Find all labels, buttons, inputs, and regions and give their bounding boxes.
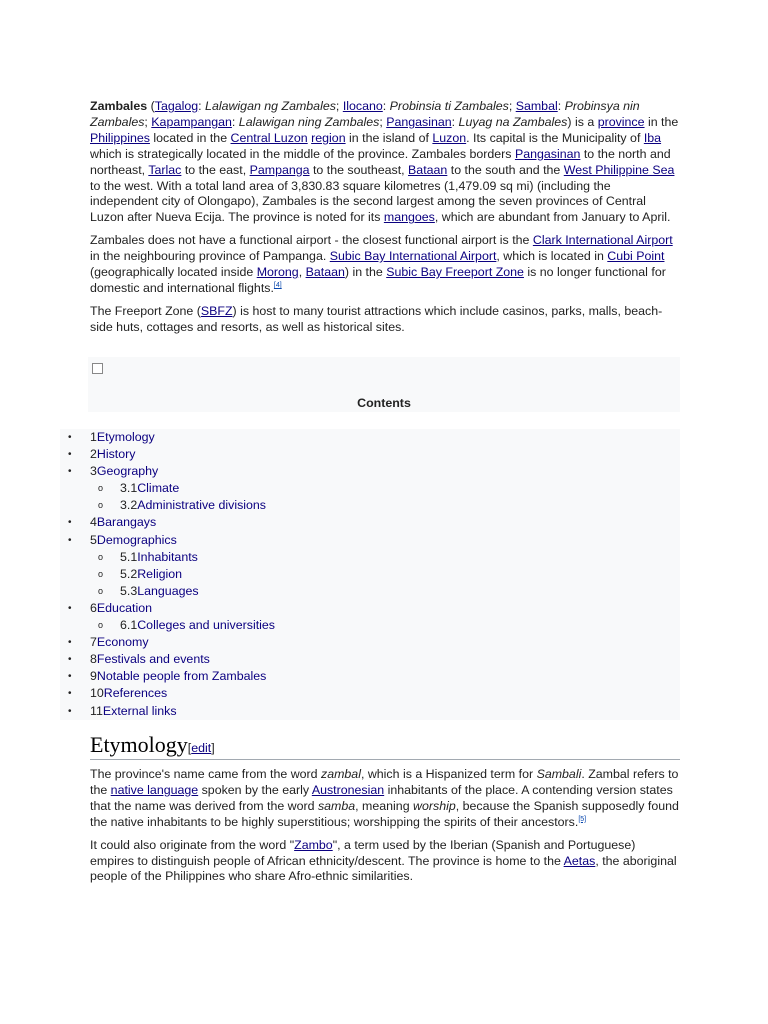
toc-link[interactable] <box>90 685 167 702</box>
toc-link[interactable] <box>120 480 179 497</box>
toc-number: 9 <box>90 669 97 684</box>
text-run: , which is a Hispanized term for <box>360 767 537 781</box>
intro-paragraph-1 <box>90 99 680 226</box>
text-run: The province's name came from the word <box>90 767 321 781</box>
text-run: ; <box>379 114 387 129</box>
toc-label: Economy <box>96 635 149 650</box>
text-run: spoken by the early <box>198 782 312 797</box>
wiki-link[interactable]: West Philippine Sea <box>563 162 675 177</box>
text-run: ; <box>144 114 152 129</box>
italic-text: worship <box>413 798 456 813</box>
text-run: The Freeport Zone ( <box>90 303 201 318</box>
toc-item[interactable] <box>60 668 680 685</box>
toc-label: Notable people from Zambales <box>96 669 267 684</box>
bullet-icon: • <box>68 705 72 717</box>
toc-item[interactable] <box>60 583 680 600</box>
toc-link[interactable] <box>120 617 275 634</box>
text-run: ) in the <box>344 265 387 280</box>
toc-number: 1 <box>90 430 97 444</box>
wiki-link[interactable]: Morong <box>256 265 299 280</box>
toc-link[interactable] <box>90 651 210 668</box>
text-run: ( <box>147 99 155 113</box>
etymology-paragraph-1 <box>90 767 680 831</box>
wiki-link[interactable]: Subic Bay Freeport Zone <box>386 265 524 280</box>
wiki-link[interactable]: province <box>597 114 645 129</box>
toc-item[interactable] <box>60 703 680 720</box>
toc-item[interactable] <box>60 497 680 514</box>
toc-label: Climate <box>137 481 180 496</box>
toc-label: Demographics <box>96 532 177 547</box>
toc-label: Religion <box>137 566 183 581</box>
bullet-icon: • <box>68 602 72 614</box>
text-run: ) is a <box>567 114 598 129</box>
toc-link[interactable] <box>120 566 182 583</box>
toc-label: Languages <box>137 583 199 598</box>
toc-label: Education <box>96 600 153 615</box>
toc-item[interactable] <box>60 514 680 531</box>
text-run: ; <box>508 99 516 113</box>
wiki-link[interactable]: Philippines <box>90 130 150 145</box>
toc-number: 3.1 <box>120 481 138 496</box>
toc-link[interactable] <box>90 634 149 651</box>
text-run: ; <box>335 99 343 113</box>
article-intro <box>90 99 680 343</box>
toc-link[interactable] <box>90 514 156 531</box>
toc-link[interactable] <box>90 446 135 463</box>
bullet-icon: • <box>68 466 72 478</box>
text-run: : <box>382 99 390 113</box>
italic-text: Probinsia ti Zambales <box>389 99 509 113</box>
toc-number: 8 <box>90 652 97 667</box>
text-run: : <box>231 114 239 129</box>
intro-paragraph-2 <box>90 233 680 297</box>
toc-number: 4 <box>90 515 97 530</box>
circle-bullet-icon: o <box>98 500 104 511</box>
text-run: , the aboriginal people of the Philippines who share Afro-ethnic similarities. <box>90 853 677 884</box>
wiki-link[interactable]: Luzon <box>432 130 467 145</box>
toc-item[interactable] <box>60 600 680 617</box>
wiki-link[interactable]: Ilocano <box>342 99 383 113</box>
text-run: Zambales does not have a functional airport - the closest functional airport is the <box>90 233 533 248</box>
wiki-link[interactable]: Pangasinan <box>386 114 452 129</box>
text-run: which is strategically located in the middle of the province. Zambales borders <box>90 146 515 161</box>
toc-label: Barangays <box>96 515 157 530</box>
toc-item[interactable] <box>60 532 680 549</box>
toc-number: 5 <box>90 532 97 547</box>
toc-item[interactable] <box>60 685 680 702</box>
wiki-link[interactable]: Sambal <box>515 99 558 113</box>
toc-label: External links <box>102 703 177 718</box>
citation <box>274 282 282 289</box>
text-run: (geographically located inside <box>90 265 257 280</box>
toc-number: 5.3 <box>120 583 138 598</box>
etymology-body <box>90 767 680 892</box>
toc-title: Contents <box>357 396 411 410</box>
edit-section: [edit] <box>187 741 215 755</box>
toc-number: 7 <box>90 635 97 650</box>
citation <box>578 816 586 823</box>
toc-item[interactable] <box>60 446 680 463</box>
bullet-icon: • <box>68 517 72 529</box>
section-heading-etymology <box>90 732 680 760</box>
toc-item[interactable] <box>60 463 680 480</box>
circle-bullet-icon: o <box>98 483 104 494</box>
text-run: is no longer functional for domestic and international flights. <box>90 265 666 295</box>
text-run: , <box>298 265 306 280</box>
toc-label: Administrative divisions <box>137 498 267 513</box>
bullet-icon: • <box>68 654 72 666</box>
text-run: in the <box>644 114 679 129</box>
italic-text: Lalawigan ng Zambales <box>205 99 336 113</box>
text-run: to the southeast, <box>309 162 409 177</box>
edit-link[interactable]: edit <box>191 741 212 755</box>
italic-text: Probinsya nin Zambales <box>90 99 640 129</box>
text-run: to the east, <box>181 162 250 177</box>
text-run: , which are abundant from January to April. <box>434 210 671 225</box>
circle-bullet-icon: o <box>98 551 104 562</box>
toc-item[interactable] <box>60 634 680 651</box>
text-run: : <box>557 99 565 113</box>
text-run: ", a term used by the Iberian (Spanish and Portuguese) empires to distinguish people of African ethnicity/descent. The province is home to the <box>90 837 636 868</box>
text-run: to the south and the <box>447 162 564 177</box>
toc-item[interactable] <box>60 566 680 583</box>
circle-bullet-icon: o <box>98 585 104 596</box>
wiki-link[interactable]: Kapampangan <box>151 114 232 129</box>
text-run: . Zambal refers to the <box>90 767 679 797</box>
toc-number: 3 <box>90 464 97 479</box>
toc-item[interactable] <box>60 617 680 634</box>
bullet-icon: • <box>68 534 72 546</box>
section-title: Etymology <box>90 732 188 757</box>
toc-link[interactable] <box>120 497 266 514</box>
toc-label: References <box>103 686 168 701</box>
toc-link[interactable] <box>90 463 158 480</box>
text-run: in the neighbouring province of Pampanga. <box>90 249 330 264</box>
text-run: , which is located in <box>496 249 608 264</box>
text-run: to the west. With a total land area of 3,830.83 square kilometres (1,479.09 sq mi) (including the independent city of Olongapo), Zambales is the second largest among the seven provinces of Central Luzon after Nueva Ecija. The province is noted for its <box>90 178 646 225</box>
bullet-icon: • <box>68 688 72 700</box>
italic-text: Lalawigan ning Zambales <box>238 114 380 129</box>
wiki-link[interactable]: Zambo <box>294 837 333 852</box>
toc-number: 5.2 <box>120 566 138 581</box>
toc-number: 5.1 <box>120 549 138 564</box>
text-run: : <box>451 114 459 129</box>
citation-link[interactable]: [4] <box>273 281 282 289</box>
table-of-contents <box>60 429 680 720</box>
toc-label: Festivals and events <box>96 652 210 667</box>
intro-paragraph-3 <box>90 304 680 336</box>
text-run: It could also originate from the word " <box>90 837 295 852</box>
toc-label: Inhabitants <box>137 549 198 564</box>
wiki-link[interactable]: Pangasinan <box>514 146 581 161</box>
etymology-paragraph-2 <box>90 838 680 886</box>
toc-number: 11 <box>90 703 103 718</box>
toc-label: History <box>96 447 136 462</box>
text-run: , because the Spanish supposedly found the native inhabitants to be highly superstitious; worshipping the spirits of their ancestors. <box>90 798 679 829</box>
text-run: inhabitants of the place. A contending version states that the name was derived from the word <box>90 782 673 813</box>
toc-link[interactable] <box>120 549 198 566</box>
circle-bullet-icon: o <box>98 620 104 631</box>
toc-link[interactable] <box>90 703 177 720</box>
text-run: to the north and northeast, <box>90 146 671 177</box>
wiki-link[interactable]: region <box>311 130 346 145</box>
italic-text: samba <box>317 798 356 813</box>
bold-text: Zambales <box>90 99 148 113</box>
italic-text: Luyag na Zambales <box>458 114 568 129</box>
toc-number: 6 <box>90 600 97 615</box>
toc-label: Colleges and universities <box>137 618 275 633</box>
wiki-link[interactable]: Austronesian <box>311 782 385 797</box>
wiki-link[interactable]: SBFZ <box>200 303 233 318</box>
toc-link[interactable] <box>90 532 177 549</box>
text-run: ) is host to many tourist attractions which include casinos, parks, malls, beach-side huts, cottages and resorts, as well as historical sites. <box>90 303 663 334</box>
wiki-link[interactable]: Clark International Airport <box>532 233 673 248</box>
wiki-link[interactable]: Subic Bay International Airport <box>329 249 497 264</box>
toc-number: 3.2 <box>120 498 138 513</box>
wiki-link[interactable]: Central Luzon <box>230 130 308 145</box>
toc-item[interactable] <box>60 429 680 446</box>
text-run: located in the <box>149 130 231 145</box>
wiki-link[interactable]: Bataan <box>408 162 448 177</box>
wiki-link[interactable]: mangoes <box>383 210 435 225</box>
bullet-icon: • <box>68 671 72 683</box>
toc-number: 2 <box>90 447 97 462</box>
toc-link[interactable] <box>90 429 155 446</box>
toc-label: Etymology <box>96 430 155 444</box>
italic-text: zambal <box>321 767 361 781</box>
circle-bullet-icon: o <box>98 568 104 579</box>
toc-item[interactable] <box>60 480 680 497</box>
text-run: in the island of <box>345 130 433 145</box>
wiki-link[interactable]: native language <box>110 782 199 797</box>
citation-link[interactable]: [5] <box>578 815 587 823</box>
toc-link[interactable] <box>90 668 266 685</box>
wiki-link[interactable]: Aetas <box>563 853 596 868</box>
text-run: : <box>198 99 206 113</box>
toc-link[interactable] <box>90 600 152 617</box>
wiki-link[interactable]: Pampanga <box>249 162 310 177</box>
toc-label: Geography <box>96 464 159 479</box>
toc-item[interactable] <box>60 651 680 668</box>
wiki-link[interactable]: Bataan <box>305 265 345 280</box>
wiki-link[interactable]: Tarlac <box>148 162 182 177</box>
toc-number: 6.1 <box>120 618 138 633</box>
bullet-icon: • <box>68 432 72 443</box>
text-run: , meaning <box>355 798 414 813</box>
toc-link[interactable] <box>120 583 199 600</box>
bullet-icon: • <box>68 449 72 461</box>
wiki-link[interactable]: Iba <box>643 130 662 145</box>
wiki-link[interactable]: Cubi Point <box>607 249 665 264</box>
italic-text: Sambali <box>536 767 582 781</box>
toc-number: 10 <box>90 686 104 701</box>
text-run: . Its capital is the Municipality of <box>466 130 644 145</box>
toc-item[interactable] <box>60 549 680 566</box>
wiki-link[interactable]: Tagalog <box>154 99 199 113</box>
bullet-icon: • <box>68 637 72 649</box>
toc-toggle-checkbox[interactable] <box>92 363 103 374</box>
